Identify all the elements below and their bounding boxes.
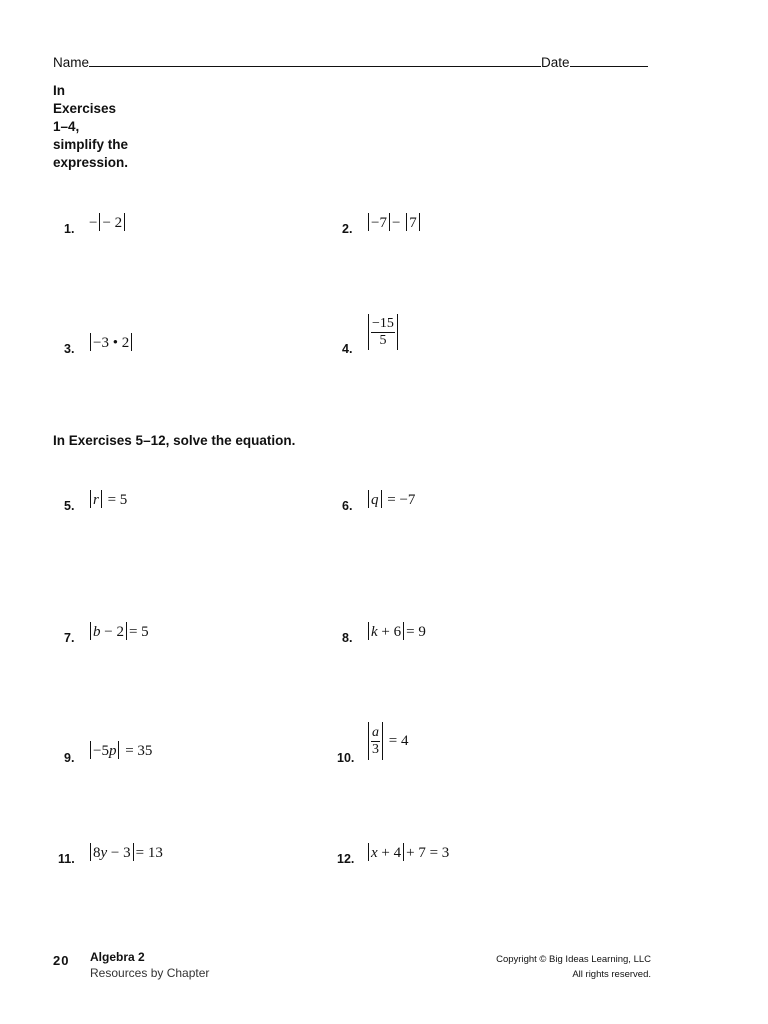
book-subtitle: Resources by Chapter bbox=[90, 966, 210, 980]
coefficient: −5 bbox=[93, 743, 109, 759]
expr-text: + 4 bbox=[377, 845, 402, 861]
problem-number: 8. bbox=[342, 631, 353, 645]
instruction-line: Exercises bbox=[53, 101, 117, 116]
abs-bar bbox=[126, 622, 127, 640]
abs-bar bbox=[381, 490, 382, 508]
coefficient: 8 bbox=[93, 845, 101, 861]
section1-instruction bbox=[53, 82, 128, 172]
problem-number: 6. bbox=[342, 499, 353, 513]
instruction-line: simplify the bbox=[53, 137, 129, 152]
abs-bar bbox=[368, 722, 369, 760]
abs-bar bbox=[131, 333, 132, 351]
variable: b bbox=[93, 624, 101, 640]
problem-7-expression bbox=[88, 622, 149, 641]
abs-bar bbox=[101, 490, 102, 508]
variable: k bbox=[371, 624, 378, 640]
fraction bbox=[371, 725, 380, 758]
problem-10-expression bbox=[366, 722, 408, 760]
abs-bar bbox=[368, 213, 369, 231]
abs-bar bbox=[406, 213, 407, 231]
expr-text: −7 bbox=[371, 215, 387, 231]
variable: r bbox=[93, 492, 99, 508]
problem-number: 12. bbox=[337, 852, 355, 866]
problem-12-expression bbox=[366, 843, 449, 862]
expr-text: = 5 bbox=[128, 624, 149, 640]
problem-2-expression bbox=[366, 213, 422, 232]
problem-number: 2. bbox=[342, 222, 353, 236]
problem-4-expression bbox=[366, 314, 400, 350]
abs-bar bbox=[368, 314, 369, 350]
expr-text: = 4 bbox=[388, 733, 409, 749]
problem-number: 9. bbox=[64, 751, 75, 765]
expr-text: − bbox=[391, 215, 401, 231]
abs-bar bbox=[368, 622, 369, 640]
problem-3-expression bbox=[88, 333, 134, 352]
expr-text: = −7 bbox=[387, 492, 416, 508]
variable: p bbox=[108, 743, 117, 759]
problem-number: 5. bbox=[64, 499, 75, 513]
problem-8-expression bbox=[366, 622, 426, 641]
book-title: Algebra 2 bbox=[90, 950, 145, 964]
problem-number: 4. bbox=[342, 342, 353, 356]
abs-bar bbox=[90, 843, 91, 861]
numerator: −15 bbox=[372, 315, 394, 331]
abs-bar bbox=[124, 213, 125, 231]
problem-number: 10. bbox=[337, 751, 355, 765]
problem-number: 3. bbox=[64, 342, 75, 356]
expr-text: − 3 bbox=[107, 845, 131, 861]
name-label: Name bbox=[53, 55, 90, 70]
problem-6-expression bbox=[366, 490, 415, 509]
abs-bar bbox=[118, 741, 119, 759]
problem-9-expression bbox=[88, 741, 152, 760]
abs-bar bbox=[382, 722, 383, 760]
date-blank[interactable] bbox=[570, 54, 648, 67]
name-blank[interactable] bbox=[89, 54, 541, 67]
instruction-line: 1–4, bbox=[53, 119, 80, 134]
abs-bar bbox=[90, 741, 91, 759]
instruction-line: In bbox=[53, 83, 65, 98]
abs-bar bbox=[403, 843, 404, 861]
expr-text: 7 bbox=[409, 215, 417, 231]
instruction-line: expression. bbox=[53, 155, 129, 170]
abs-bar bbox=[90, 622, 91, 640]
copyright: Copyright © Big Ideas Learning, LLC bbox=[496, 954, 651, 965]
expr-text: = 9 bbox=[406, 624, 426, 640]
rights-reserved: All rights reserved. bbox=[572, 969, 651, 980]
abs-bar bbox=[99, 213, 100, 231]
abs-bar bbox=[133, 843, 134, 861]
abs-bar bbox=[397, 314, 398, 350]
section2-instruction: In Exercises 5–12, solve the equation. bbox=[53, 433, 296, 448]
problem-number: 7. bbox=[64, 631, 75, 645]
abs-bar bbox=[403, 622, 404, 640]
expr-text: + 6 bbox=[377, 624, 402, 640]
variable: x bbox=[371, 845, 378, 861]
page-number: 20 bbox=[53, 953, 70, 968]
numerator: a bbox=[372, 724, 379, 740]
expr-text: −3 • 2 bbox=[93, 335, 130, 351]
abs-bar bbox=[90, 490, 91, 508]
fraction bbox=[371, 316, 395, 349]
denominator: 3 bbox=[372, 741, 379, 757]
expr-text: − bbox=[89, 215, 98, 231]
abs-bar bbox=[90, 333, 91, 351]
denominator: 5 bbox=[379, 332, 387, 348]
abs-bar bbox=[368, 490, 369, 508]
abs-bar bbox=[368, 843, 369, 861]
abs-bar bbox=[419, 213, 420, 231]
expr-text: = 5 bbox=[107, 492, 128, 508]
problem-5-expression bbox=[88, 490, 127, 509]
name-date-line bbox=[53, 54, 648, 70]
expr-text: = 35 bbox=[125, 743, 153, 759]
problem-11-expression bbox=[88, 843, 163, 862]
expr-text: − 2 bbox=[102, 215, 123, 231]
problem-number: 1. bbox=[64, 222, 75, 236]
expr-text: + 7 = 3 bbox=[406, 845, 450, 861]
problem-1-expression bbox=[89, 213, 127, 232]
abs-bar bbox=[389, 213, 390, 231]
expr-text: − 2 bbox=[100, 624, 124, 640]
date-label: Date bbox=[541, 55, 570, 70]
problem-number: 11. bbox=[58, 852, 75, 866]
expr-text: = 13 bbox=[135, 845, 163, 861]
variable: q bbox=[371, 492, 379, 508]
variable: y bbox=[100, 845, 108, 861]
